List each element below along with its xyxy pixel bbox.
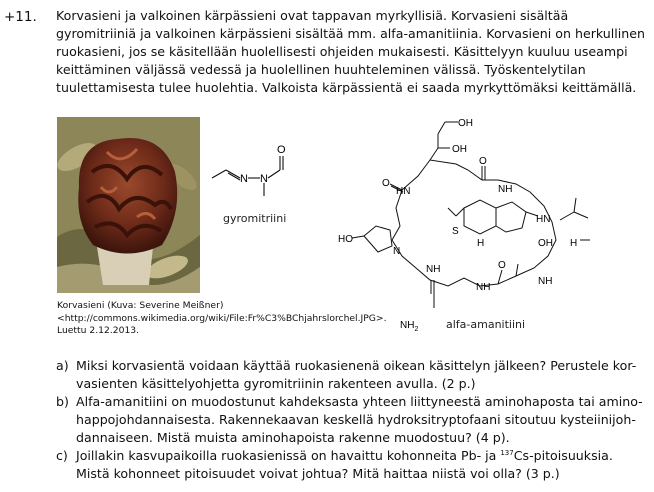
atom-o-c: O [498,260,506,271]
atom-nh-b: NH [538,276,553,287]
question-letter: b) [56,394,69,409]
alpha-amanitin-label: alfa-amanitiini [446,318,526,331]
atom-h-right: H [570,238,578,249]
question-text: Alfa-amanitiini on muodostunut kahdeksasta yhteen liittyneestä aminohaposta tai amino-happojohdannaisesta. Rakennekaavan keskellä hydroksitryptofaani sitoutuu kysteiinijoh-dannaiseen. Mistä muista aminohapoista rakenne muodostuu? (4 p). [76,394,643,445]
gyromitrin-label: gyromitriini [223,212,287,225]
atom-nh-bottom: NH [476,282,491,293]
task-number: +11. [4,9,37,25]
questions-list [56,357,646,483]
caption-line-2: <http://commons.wikimedia.org/wiki/File:Fr%C3%BChjahrslorchel.JPG>. [57,312,387,324]
atom-s: S [452,226,459,237]
atom-hn-right: HN [536,214,551,225]
atom-nh-a: NH [498,184,513,195]
atom-h-indole: H [477,238,485,249]
question-text: Miksi korvasientä voidaan käyttää ruokasienenä oikean käsittelyn jälkeen? Perustele kor-vasienten käsittelyohjetta gyromitriinin rakenteen avulla. (2 p.) [76,358,637,391]
atom-n2: N [260,173,268,185]
question-a [56,357,646,393]
question-letter: c) [56,448,68,463]
atom-n-ring: N [393,246,401,257]
atom-oh-top: OH [458,118,473,129]
atom-nh2: $NH_2$ [400,320,419,333]
atom-ho-left: HO [338,234,353,245]
atom-n1: N [240,173,248,185]
question-c [56,447,646,483]
atom-nh-c: NH [426,264,441,275]
atom-o-a: O [382,178,390,189]
atom-oh-right: OH [538,238,553,249]
atom-oh-mid: OH [452,144,467,155]
mushroom-photo [57,117,200,293]
atom-hn-left: HN [396,186,411,197]
intro-paragraph: Korvasieni ja valkoinen kärpässieni ovat tappavan myrkyllisiä. Korvasieni sisältää gyromitriiniä ja valkoinen kärpässieni sisältää mm. alfa-amanitiinia. Korvasieni on herkullinen ruokasieni, jos se käsitellään huolellisesti ohjeiden mukaisesti. Käsittelyyn kuuluu useampi keittäminen väljässä vedessä ja huolellinen huuhteleminen välissä. Työskentelytilan tuulettamisesta tulee huolehtia. Valkoista kärpässientä ei saada myrkyttömäksi keittämällä. [56,8,645,95]
question-b [56,393,646,447]
isotope-superscript: 137 [500,448,514,457]
question-text: Joillakin kasvupaikoilla ruokasienissä on havaittu kohonneita Pb- ja $^{137}$Cs-pitoisuuksia. Mistä kohonneet pitoisuudet voivat johtua? Mitä haittaa niistä voi olla? (3 p.) [76,448,613,481]
question-letter: a) [56,358,69,373]
alpha-amanitin-structure [330,108,620,338]
caption-line-3: Luettu 2.12.2013. [57,325,140,336]
atom-o-b: O [479,156,487,167]
atom-o: O [277,144,286,156]
caption-line-1: Korvasieni (Kuva: Severine Meißner) [57,300,224,311]
